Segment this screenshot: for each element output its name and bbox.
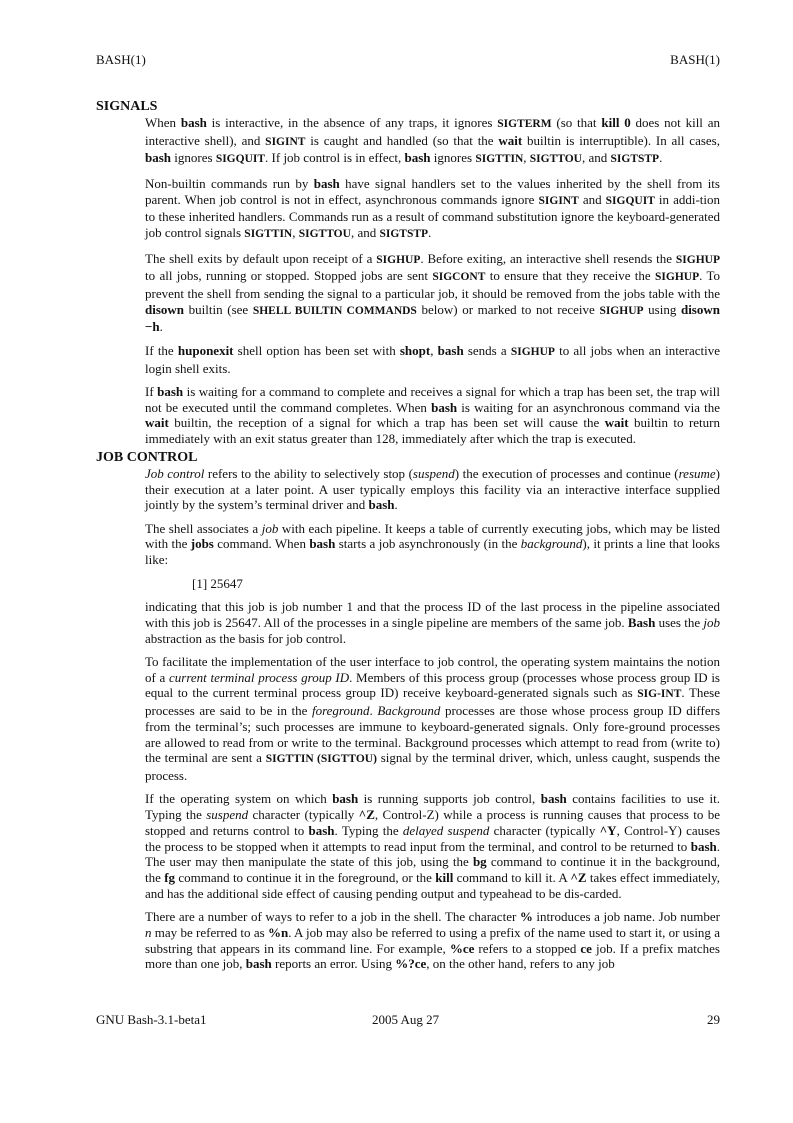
page-footer <box>96 1012 720 1028</box>
section-job-control <box>96 450 720 972</box>
header-right: BASH(1) <box>670 52 720 67</box>
header-left: BASH(1) <box>96 52 146 67</box>
section-title: JOB CONTROL <box>96 449 198 465</box>
paragraph: There are a number of ways to refer to a job in the shell. The character % introduces a job name. Job number n may be referred to as %n. A job may also be referred to using a prefix of the name used to start it, or using a substring that appears in its command line. For example, %ce refers to a stopped ce job. If a prefix matches more than one job, bash reports an error. Using %?ce, on the other hand, refers to any job <box>145 909 720 972</box>
paragraph: If the huponexit shell option has been set with shopt, bash sends a SIGHUP to all jobs when an interactive login shell exits. <box>145 342 720 376</box>
paragraph: indicating that this job is job number 1 and that the process ID of the last process in the pipeline associated with this job is 25647. All of the processes in a single pipeline are members of the same job. Bash uses the job abstraction as the basis for job control. <box>145 599 720 646</box>
job-example: [1] 25647 <box>192 575 243 591</box>
man-page-body <box>96 99 720 980</box>
paragraph: The shell exits by default upon receipt of a SIGHUP. Before exiting, an interactive shell resends the SIGHUP to all jobs, running or stopped. Stopped jobs are sent SIGCONT to ensure that they receive the SIGHUP. To prevent the shell from sending the signal to a particular job, it should be removed from the jobs table with the disown builtin (see SHELL BUILTIN COMMANDS below) or marked to not receive SIGHUP using disown −h. <box>145 250 720 335</box>
paragraph: Non-builtin commands run by bash have signal handlers set to the values inherited by the shell from its parent. When job control is not in effect, asynchronous commands ignore SIGINT and SIGQUIT in addi-tion to these inherited handlers. Commands run as a result of command substitution ignore the keyboard-generated job control signals SIGTTIN, SIGTTOU, and SIGTSTP. <box>145 175 721 241</box>
paragraph: To facilitate the implementation of the user interface to job control, the operating system maintains the notion of a current terminal process group ID. Members of this process group (processes whose process group ID is equal to the current terminal process group ID) receive keyboard-generated signals such as SIG-INT. These processes are said to be in the foreground. Background processes are those whose process group ID differs from the terminal’s; such processes are immune to keyboard-generated signals. Only fore-ground processes are allowed to read from or write to the terminal. Background processes which attempt to read from (write to) the terminal are sent a SIGTTIN (SIGTTOU) signal by the terminal driver, which, unless caught, suspends the process. <box>145 654 721 783</box>
footer-left: GNU Bash-3.1-beta1 <box>96 1012 207 1027</box>
section-signals <box>96 99 720 447</box>
page-header <box>96 52 720 68</box>
paragraph: If the operating system on which bash is running supports job control, bash contains facilities to use it. Typing the suspend character (typically ^Z, Control-Z) while a process is running causes that process to be stopped and returns control to bash. Typing the delayed suspend character (typically ^Y, Control-Y) causes the process to be stopped when it attempts to read input from the terminal, and control to be returned to bash. The user may then manipulate the state of this job, using the bg command to continue it in the background, the fg command to continue it in the foreground, or the kill command to kill it. A ^Z takes effect immediately, and has the additional side effect of causing pending output and typeahead to be dis-carded. <box>145 791 721 901</box>
page-number: 29 <box>707 1012 720 1027</box>
paragraph: Job control refers to the ability to selectively stop (suspend) the execution of processes and continue (resume) their execution at a later point. A user typically employs this facility via an interactive interface supplied jointly by the system’s terminal driver and bash. <box>145 465 721 513</box>
section-title: SIGNALS <box>96 99 158 114</box>
paragraph: The shell associates a job with each pipeline. It keeps a table of currently executing jobs, which may be listed with the jobs command. When bash starts a job asynchronously (in the background), it prints a line that looks like: <box>145 520 720 568</box>
paragraph: When bash is interactive, in the absence of any traps, it ignores SIGTERM (so that kill 0 does not kill an interactive shell), and SIGINT is caught and handled (so that the wait builtin is interruptible). In all cases, bash ignores SIGQUIT. If job control is in effect, bash ignores SIGTTIN, SIGTTOU, and SIGTSTP. <box>145 115 720 166</box>
paragraph: If bash is waiting for a command to complete and receives a signal for which a trap has been set, the trap will not be executed until the command completes. When bash is waiting for an asynchronous command via the wait builtin, the reception of a signal for which a trap has been set will cause the wait builtin to return immediately with an exit status greater than 128, immediately after which the trap is executed. <box>145 384 720 447</box>
footer-center: 2005 Aug 27 <box>372 1012 440 1027</box>
